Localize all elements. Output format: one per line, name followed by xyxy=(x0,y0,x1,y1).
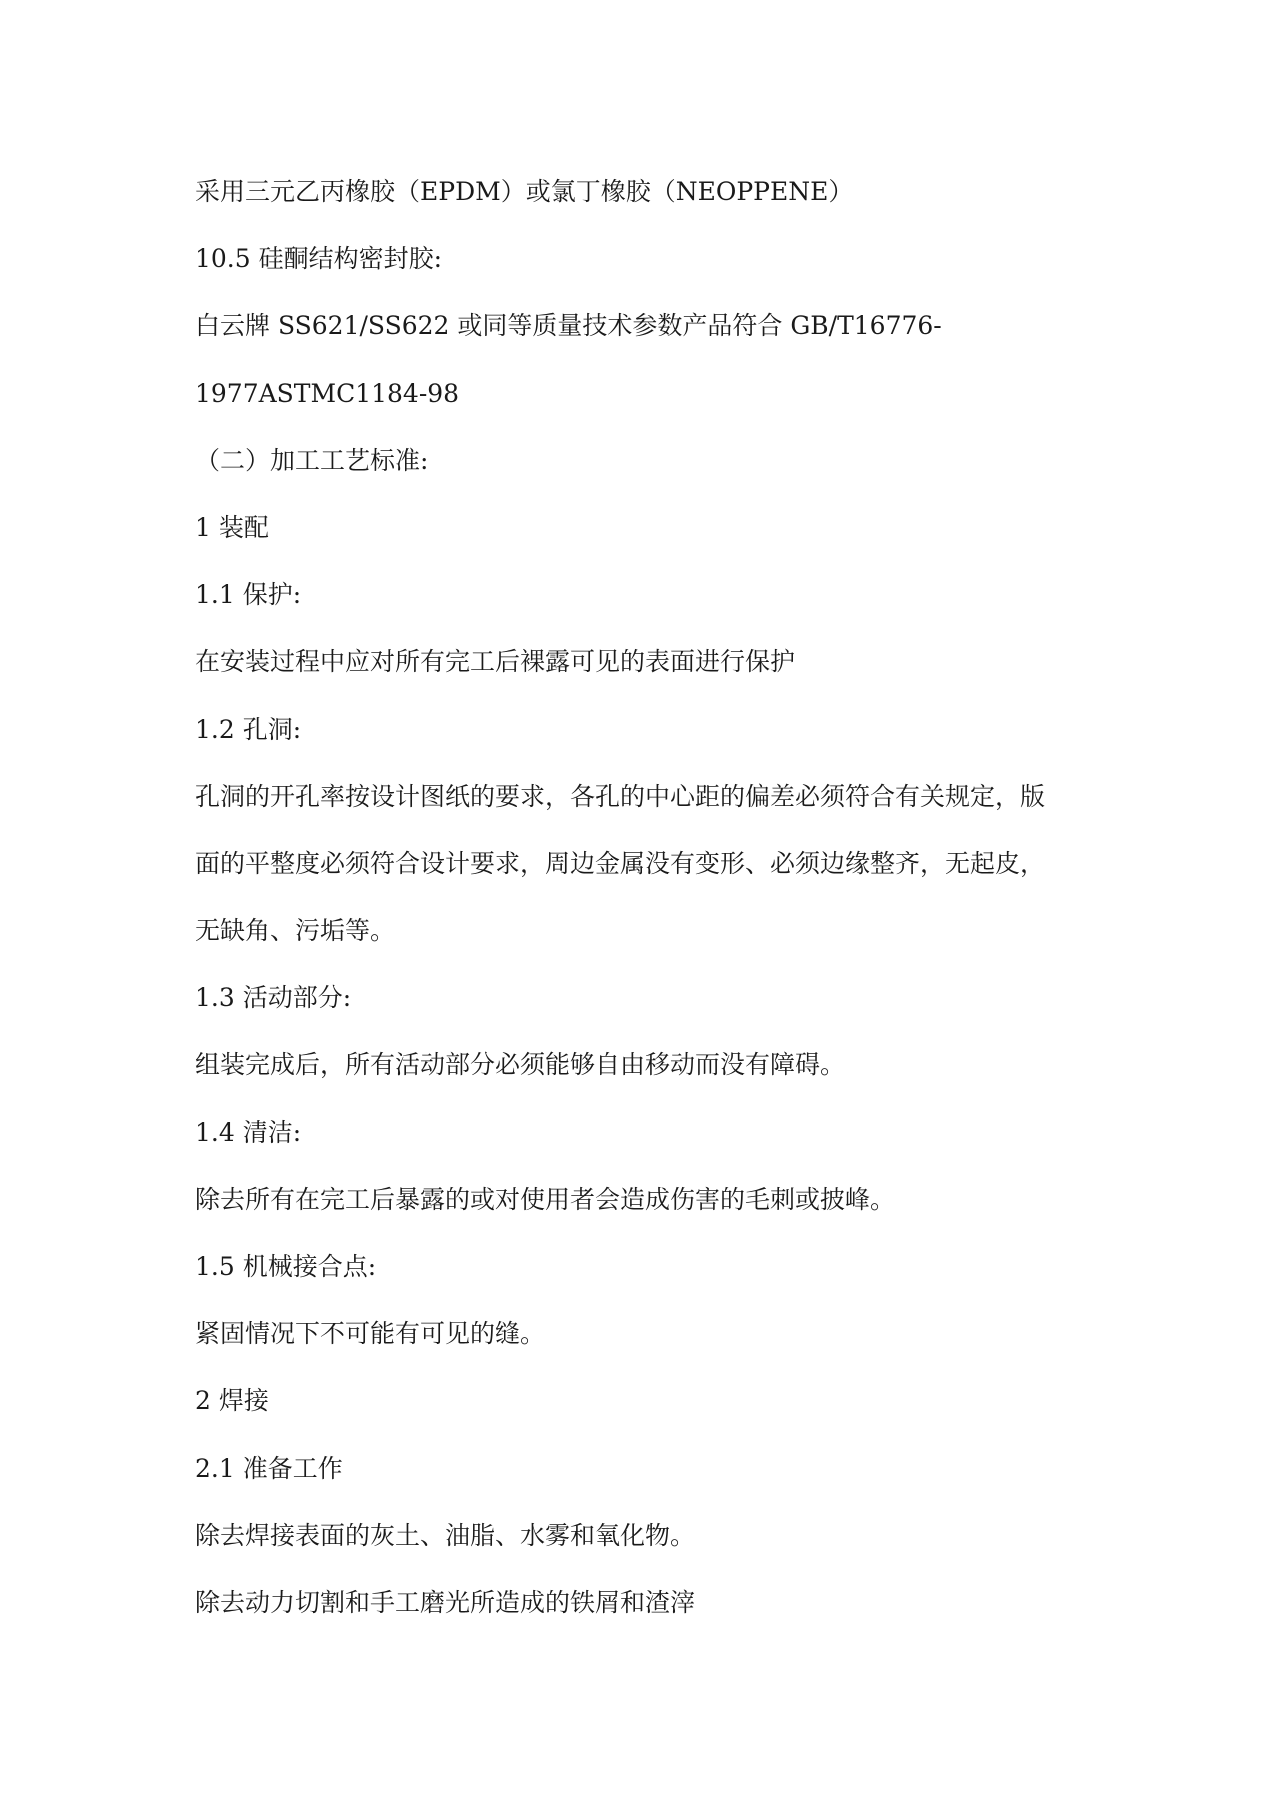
paragraph-line: 紧固情况下不可能有可见的缝。 xyxy=(195,1319,546,1349)
section-heading-1-1: 1.1 保护: xyxy=(195,580,302,610)
paragraph-line: 面的平整度必须符合设计要求，周边金属没有变形、必须边缘整齐，无起皮， xyxy=(195,848,1046,878)
section-heading-10-5: 10.5 硅酮结构密封胶: xyxy=(195,244,443,274)
paragraph-line: 孔洞的开孔率按设计图纸的要求，各孔的中心距的偏差必须符合有关规定，版 xyxy=(195,781,1046,811)
section-heading-processing-standards: （二）加工工艺标准: xyxy=(195,445,429,475)
section-heading-1-3: 1.3 活动部分: xyxy=(195,983,352,1013)
material-note-line: 采用三元乙丙橡胶（EPDM）或氯丁橡胶（NEOPPENE） xyxy=(195,177,854,206)
paragraph-line: 除去动力切割和手工磨光所造成的铁屑和渣滓 xyxy=(195,1587,696,1617)
sealant-spec-line-continued: 1977ASTMC1184-98 xyxy=(195,378,460,408)
section-heading-1-4: 1.4 清洁: xyxy=(195,1117,302,1147)
section-heading-1-5: 1.5 机械接合点: xyxy=(195,1252,377,1281)
paragraph-line: 除去所有在完工后暴露的或对使用者会造成伤害的毛刺或披峰。 xyxy=(195,1184,896,1214)
section-heading-2: 2 焊接 xyxy=(195,1386,269,1416)
section-heading-2-1: 2.1 准备工作 xyxy=(195,1453,343,1483)
paragraph-line: 组装完成后，所有活动部分必须能够自由移动而没有障碍。 xyxy=(195,1050,846,1080)
document-body xyxy=(195,170,1095,1648)
paragraph-line: 在安装过程中应对所有完工后裸露可见的表面进行保护 xyxy=(195,647,796,677)
sealant-spec-line: 白云牌 SS621/SS622 或同等质量技术参数产品符合 GB/T16776- xyxy=(195,311,942,341)
paragraph-line: 无缺角、污垢等。 xyxy=(195,916,396,946)
section-heading-1-2: 1.2 孔洞: xyxy=(195,714,302,744)
paragraph-line: 除去焊接表面的灰土、油脂、水雾和氧化物。 xyxy=(195,1520,696,1550)
section-heading-1: 1 装配 xyxy=(195,512,269,542)
